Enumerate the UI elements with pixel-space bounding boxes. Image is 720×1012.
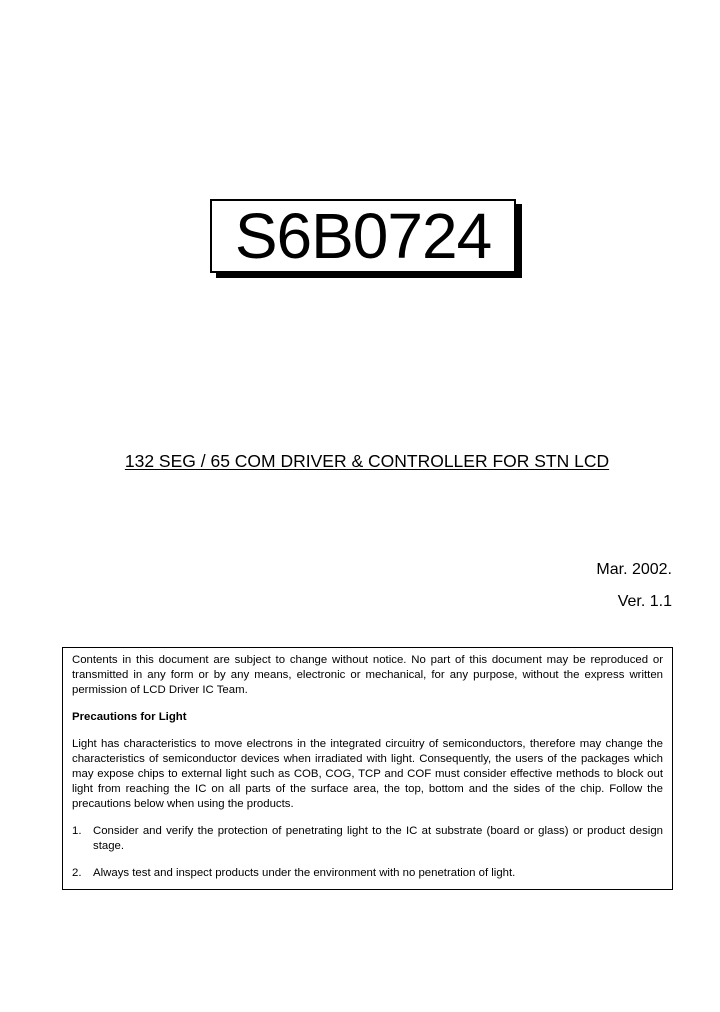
precaution-item: [72, 824, 663, 854]
version-label: Ver. 1.1: [617, 593, 672, 610]
part-number-box: [210, 199, 516, 273]
revision-date: Mar. 2002.: [596, 561, 672, 578]
precaution-item: [72, 866, 663, 881]
precautions-body: Light has characteristics to move electrons in the integrated circuitry of semiconductors, therefore may change the characteristics of semiconductor devices when irradiated with light. Consequently, the users of the packages which may expose chips to external light such as COB, COG, TCP and COF must consider effective methods to block out light from reaching the IC on all parts of the surface area, the top, bottom and the sides of the chip. Follow the precautions below when using the products.: [72, 738, 663, 810]
precautions-heading: Precautions for Light: [72, 711, 187, 723]
document-subtitle: 132 SEG / 65 COM DRIVER & CONTROLLER FOR STN LCD: [124, 451, 610, 471]
part-number: S6B0724: [234, 200, 492, 272]
precaution-list: [72, 824, 663, 881]
precaution-item-text: Consider and verify the protection of penetrating light to the IC at substrate (board or glass) or product design stage.: [93, 825, 663, 852]
notice-intro: Contents in this document are subject to change without notice. No part of this document may be reproduced or transmitted in any form or by any means, electronic or mechanical, for any purpose, without the express written permission of LCD Driver IC Team.: [72, 654, 663, 696]
precaution-item-number: 2.: [72, 867, 82, 879]
notice-box: [62, 647, 673, 890]
precaution-item-text: Always test and inspect products under the environment with no penetration of light.: [93, 867, 516, 879]
precaution-item-number: 1.: [72, 825, 82, 837]
